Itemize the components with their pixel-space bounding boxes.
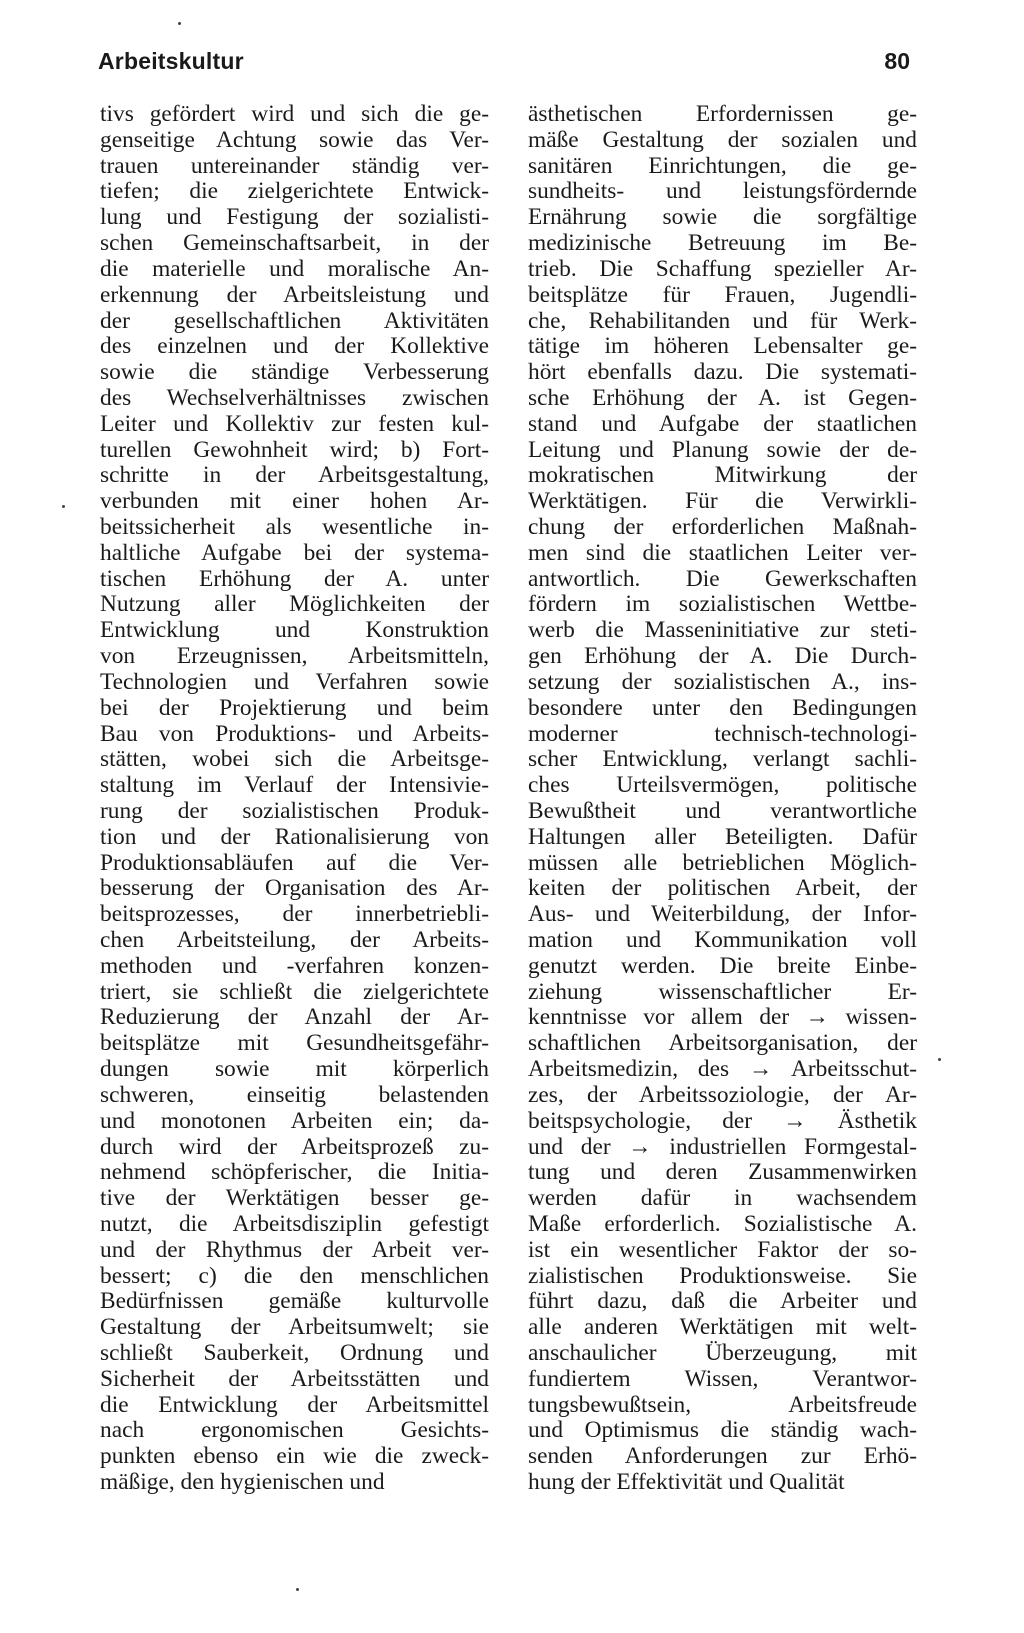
left-column-line: besserung der Organisation des Ar- <box>100 876 489 902</box>
right-column-line: keiten der politischen Arbeit, der <box>528 876 917 902</box>
left-column-line: Bau von Produktions- und Arbeits- <box>100 721 489 747</box>
left-column-line: bei der Projektierung und beim <box>100 695 489 721</box>
left-column-line: der gesellschaftlichen Aktivitäten <box>100 308 489 334</box>
right-column-line: und Optimismus die ständig wach- <box>528 1418 917 1444</box>
right-column-line: tätige im höheren Lebensalter ge- <box>528 334 917 360</box>
left-column-line: durch wird der Arbeitsprozeß zu- <box>100 1134 489 1160</box>
right-column-line: mation und Kommunikation voll <box>528 928 917 953</box>
running-head: Arbeitskultur <box>98 48 244 74</box>
right-column-line: che, Rehabilitanden und für Werk- <box>528 308 917 334</box>
right-column-line: men sind die staatlichen Leiter ver- <box>528 540 917 566</box>
left-column-line: schen Gemeinschaftsarbeit, in der <box>100 231 489 257</box>
left-column-line: beitsplätze mit Gesundheitsgefähr- <box>100 1031 489 1057</box>
left-column-line: Sicherheit der Arbeitsstätten und <box>100 1366 489 1392</box>
right-column-line: senden Anforderungen zur Erhö- <box>528 1444 917 1470</box>
right-column-line: gen Erhöhung der A. Die Durch- <box>528 644 917 670</box>
text-column-right <box>528 102 917 1496</box>
page-header <box>98 48 910 88</box>
right-column-line: Maße erforderlich. Sozialistische A. <box>528 1211 917 1237</box>
left-column-line: lung und Festigung der sozialisti- <box>100 205 489 231</box>
right-column-line: mokratischen Mitwirkung der <box>528 463 917 489</box>
left-column-line: verbunden mit einer hohen Ar- <box>100 489 489 515</box>
left-column-line: Leiter und Kollektiv zur festen kul- <box>100 411 489 437</box>
right-column-line: genutzt werden. Die breite Einbe- <box>528 953 917 979</box>
left-column-line: punkten ebenso ein wie die zweck- <box>100 1444 489 1470</box>
left-column-line: schweren, einseitig belastenden <box>100 1082 489 1108</box>
right-column-line: Haltungen aller Beteiligten. Dafür <box>528 824 917 850</box>
left-column-line: nehmend schöpferischer, die Initia- <box>100 1160 489 1186</box>
right-column-line: schaftlichen Arbeitsorganisation, der <box>528 1031 917 1057</box>
left-column-line: bessert; c) die den menschlichen <box>100 1263 489 1289</box>
left-column-line: schließt Sauberkeit, Ordnung und <box>100 1341 489 1366</box>
scan-speck <box>178 22 181 25</box>
left-column-line: tischen Erhöhung der A. unter <box>100 566 489 592</box>
right-column-line: tungsbewußtsein, Arbeitsfreude <box>528 1392 917 1418</box>
left-column-line: die materielle und moralische An- <box>100 256 489 282</box>
left-column-line: von Erzeugnissen, Arbeitsmitteln, <box>100 644 489 670</box>
right-column-line: sanitären Einrichtungen, die ge- <box>528 153 917 179</box>
right-column-line: müssen alle betrieblichen Möglich- <box>528 850 917 876</box>
left-column-line: beitssicherheit als wesentliche in- <box>100 515 489 540</box>
right-column-line: beitspsychologie, der → Ästhetik <box>528 1108 917 1134</box>
left-column-line: erkennung der Arbeitsleistung und <box>100 282 489 308</box>
left-column-line: rung der sozialistischen Produk- <box>100 798 489 824</box>
left-column-line: tivs gefördert wird und sich die ge- <box>100 102 489 127</box>
left-column-line: genseitige Achtung sowie das Ver- <box>100 127 489 153</box>
left-column-line: dungen sowie mit körperlich <box>100 1057 489 1083</box>
left-column-line: Nutzung aller Möglichkeiten der <box>100 592 489 618</box>
right-column-line: medizinische Betreuung im Be- <box>528 231 917 257</box>
left-column-line: chen Arbeitsteilung, der Arbeits- <box>100 928 489 953</box>
right-column-line: ist ein wesentlicher Faktor der so- <box>528 1237 917 1263</box>
left-column-line: beitsprozesses, der innerbetriebli- <box>100 902 489 928</box>
left-column-line: Bedürfnissen gemäße kulturvolle <box>100 1289 489 1315</box>
right-column-line: anschaulicher Überzeugung, mit <box>528 1341 917 1366</box>
right-column-line: tung und deren Zusammenwirken <box>528 1160 917 1186</box>
right-column-line: führt dazu, daß die Arbeiter und <box>528 1289 917 1315</box>
right-column-line: stand und Aufgabe der staatlichen <box>528 411 917 437</box>
right-column-line: sche Erhöhung der A. ist Gegen- <box>528 385 917 411</box>
right-column-line: zialistischen Produktionsweise. Sie <box>528 1263 917 1289</box>
right-column-line: werb die Masseninitiative zur steti- <box>528 618 917 644</box>
left-column-line: tion und der Rationalisierung von <box>100 824 489 850</box>
scan-speck <box>938 1058 941 1061</box>
left-column-line: turellen Gewohnheit wird; b) Fort- <box>100 437 489 463</box>
left-column-line: Technologien und Verfahren sowie <box>100 669 489 695</box>
left-column-line: mäßige, den hygienischen und <box>100 1470 385 1496</box>
left-column-line: nutzt, die Arbeitsdisziplin gefestigt <box>100 1211 489 1237</box>
text-column-left <box>100 102 489 1496</box>
left-column-line: Reduzierung der Anzahl der Ar- <box>100 1005 489 1031</box>
right-column-line: ziehung wissenschaftlicher Er- <box>528 979 917 1005</box>
right-column-line: kenntnisse vor allem der → wissen- <box>528 1005 917 1031</box>
right-column-line: ches Urteilsvermögen, politische <box>528 773 917 799</box>
right-column-line: antwortlich. Die Gewerkschaften <box>528 566 917 592</box>
left-column-line: nach ergonomischen Gesichts- <box>100 1418 489 1444</box>
right-column-line: ästhetischen Erfordernissen ge- <box>528 102 917 127</box>
left-column-line: Entwicklung und Konstruktion <box>100 618 489 644</box>
right-column-line: hung der Effektivität und Qualität <box>528 1470 845 1496</box>
left-column-line: die Entwicklung der Arbeitsmittel <box>100 1392 489 1418</box>
right-column-line: Aus- und Weiterbildung, der Infor- <box>528 902 917 928</box>
left-column-line: des Wechselverhältnisses zwischen <box>100 385 489 411</box>
right-column-line: mäße Gestaltung der sozialen und <box>528 127 917 153</box>
left-column-line: schritte in der Arbeitsgestaltung, <box>100 463 489 489</box>
left-column-line: und monotonen Arbeiten ein; da- <box>100 1108 489 1134</box>
right-column-line: hört ebenfalls dazu. Die systemati- <box>528 360 917 386</box>
right-column-line: scher Entwicklung, verlangt sachli- <box>528 747 917 773</box>
left-column-line: und der Rhythmus der Arbeit ver- <box>100 1237 489 1263</box>
left-column-line: Produktionsabläufen auf die Ver- <box>100 850 489 876</box>
right-column-line: fundiertem Wissen, Verantwor- <box>528 1366 917 1392</box>
right-column-line: setzung der sozialistischen A., ins- <box>528 669 917 695</box>
right-column-line: sundheits- und leistungsfördernde <box>528 179 917 205</box>
left-column-line: trauen untereinander ständig ver- <box>100 153 489 179</box>
scan-speck <box>62 505 65 508</box>
right-column-line: alle anderen Werktätigen mit welt- <box>528 1315 917 1341</box>
left-column-line: Gestaltung der Arbeitsumwelt; sie <box>100 1315 489 1341</box>
left-column-line: stätten, wobei sich die Arbeitsge- <box>100 747 489 773</box>
right-column-line: Werktätigen. Für die Verwirkli- <box>528 489 917 515</box>
right-column-line: Leitung und Planung sowie der de- <box>528 437 917 463</box>
scan-speck <box>296 1588 299 1591</box>
right-column-line: fördern im sozialistischen Wettbe- <box>528 592 917 618</box>
right-column-line: zes, der Arbeitssoziologie, der Ar- <box>528 1082 917 1108</box>
right-column-line: Bewußtheit und verantwortliche <box>528 798 917 824</box>
right-column-line: werden dafür in wachsendem <box>528 1186 917 1212</box>
right-column-line: beitsplätze für Frauen, Jugendli- <box>528 282 917 308</box>
left-column-line: tive der Werktätigen besser ge- <box>100 1186 489 1212</box>
right-column-line: und der → industriellen Formgestal- <box>528 1134 917 1160</box>
page-number: 80 <box>884 48 910 74</box>
left-column-line: sowie die ständige Verbesserung <box>100 360 489 386</box>
left-column-line: staltung im Verlauf der Intensivie- <box>100 773 489 799</box>
right-column-line: Arbeitsmedizin, des → Arbeitsschut- <box>528 1057 917 1083</box>
left-column-line: triert, sie schließt die zielgerichtete <box>100 979 489 1005</box>
right-column-line: trieb. Die Schaffung spezieller Ar- <box>528 256 917 282</box>
left-column-line: des einzelnen und der Kollektive <box>100 334 489 360</box>
right-column-line: besondere unter den Bedingungen <box>528 695 917 721</box>
left-column-line: tiefen; die zielgerichtete Entwick- <box>100 179 489 205</box>
right-column-line: Ernährung sowie die sorgfältige <box>528 205 917 231</box>
right-column-line: chung der erforderlichen Maßnah- <box>528 515 917 540</box>
left-column-line: haltliche Aufgabe bei der systema- <box>100 540 489 566</box>
left-column-line: methoden und -verfahren konzen- <box>100 953 489 979</box>
right-column-line: moderner technisch-technologi- <box>528 721 917 747</box>
